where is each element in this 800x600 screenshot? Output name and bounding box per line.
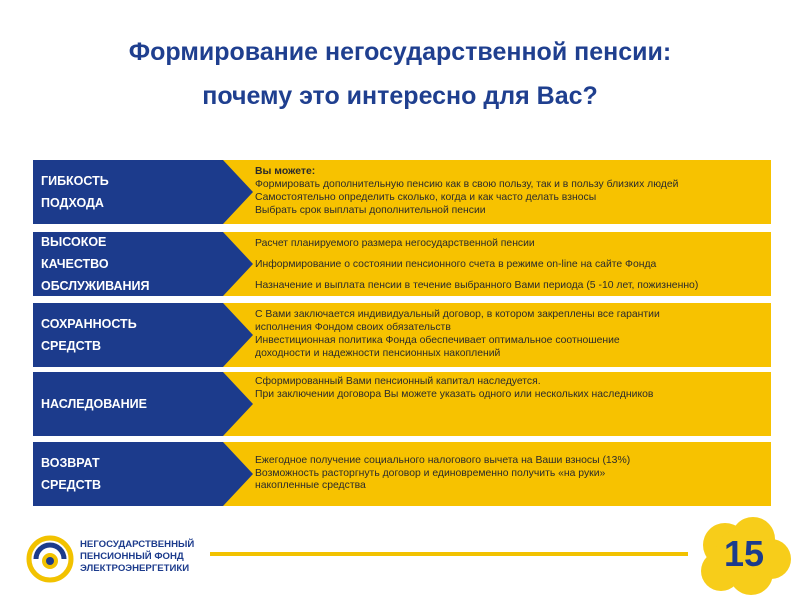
chevron-right-icon xyxy=(223,372,253,436)
benefit-label: СОХРАННОСТЬ СРЕДСТВ xyxy=(41,317,137,353)
benefit-description: Расчет планируемого размера негосударственной пенсии Информирование о состоянии пенсионного счета в режиме on-line на сайте Фонда Назначение и выплата пенсии в течение выбранного Вами периода (5 -10 лет, пожизненно) xyxy=(255,237,699,291)
benefit-label: ГИБКОСТЬ ПОДХОДА xyxy=(41,174,109,210)
fund-logo-icon xyxy=(26,535,74,583)
benefit-label: НАСЛЕДОВАНИЕ xyxy=(41,397,147,411)
slide-title-line-2: почему это интересно для Вас? xyxy=(202,82,598,110)
chevron-right-icon xyxy=(223,160,253,224)
chevron-right-icon xyxy=(223,303,253,367)
chevron-right-icon xyxy=(223,442,253,506)
slide-title-line-1: Формирование негосударственной пенсии: xyxy=(128,38,672,66)
benefit-description: Ежегодное получение социального налогового вычета на Ваши взносы (13%) Возможность расторгнуть договор и единовременно получить «на руки» накопленные средства xyxy=(255,454,631,492)
benefit-row-inheritance xyxy=(33,372,771,436)
benefit-row-refund xyxy=(33,442,771,506)
page-number: 15 xyxy=(723,533,765,574)
benefit-row-quality xyxy=(33,232,771,296)
benefit-label: ВЫСОКОЕ КАЧЕСТВО ОБСЛУЖИВАНИЯ xyxy=(41,235,150,293)
benefit-row-flexibility xyxy=(33,160,771,224)
organization-name: НЕГОСУДАРСТВЕННЫЙ ПЕНСИОННЫЙ ФОНД ЭЛЕКТРОЭНЕРГЕТИКИ xyxy=(80,539,195,574)
benefit-description: Сформированный Вами пенсионный капитал наследуется. При заключении договора Вы можете указать одного или нескольких наследников xyxy=(255,376,654,400)
benefit-description: С Вами заключается индивидуальный договор, в котором закреплены все гарантии исполнения Фондом своих обязательств Инвестиционная политика Фонда обеспечивает оптимальное соотношение доходности и надежности пенсионных накоплений xyxy=(255,309,660,359)
benefit-row-safety xyxy=(33,303,771,367)
benefit-description: Вы можете: Формировать дополнительную пенсию как в свою пользу, так и в пользу близких людей Самостоятельно определить сколько, когда и как часто делать взносы Выбрать срок выплаты дополнительной пенсии xyxy=(255,166,679,216)
slide-title xyxy=(0,30,800,118)
benefit-label: ВОЗВРАТ СРЕДСТВ xyxy=(41,456,101,492)
footer-divider xyxy=(210,552,688,556)
chevron-right-icon xyxy=(223,232,253,296)
